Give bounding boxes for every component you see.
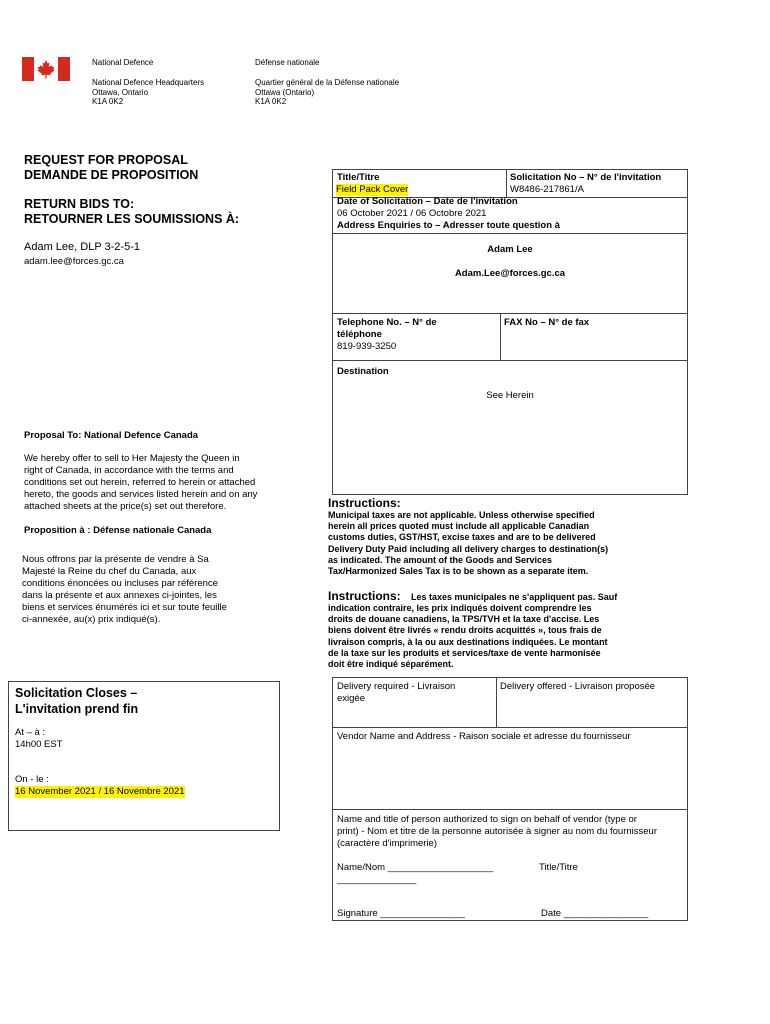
- destination-label: Destination: [337, 366, 389, 377]
- proposal-to-fr: Proposition à : Défense nationale Canada: [24, 525, 212, 536]
- enquiries-email: Adam.Lee@forces.gc.ca: [454, 268, 566, 279]
- title-field[interactable]: Title/Titre: [539, 862, 578, 873]
- title-fr: DEMANDE DE PROPOSITION: [24, 168, 199, 182]
- solicitation-no-label: Solicitation No – N° de l'invitation: [510, 172, 662, 183]
- signature-field[interactable]: Signature ________________: [337, 908, 465, 919]
- contact-name: Adam Lee, DLP 3-2-5-1: [24, 241, 140, 253]
- destination-value: See Herein: [486, 390, 534, 401]
- phone-label: Telephone No. – N° de téléphone: [337, 317, 437, 340]
- instructions-fr-body: indication contraire, les prix indiqués doivent comprendre les droits de douane canadiens, la TPS/TVH et la taxe d'accise. Les biens doivent être livrés « rendu droits acquittés », tous frais de livraison compris, à la ou aux destinations indiquées. Le montant de la taxe sur les produits et services/taxe de vente harmonisée doit être indiqué séparément.: [328, 603, 608, 670]
- instructions-fr-body-first: Les taxes municipales ne s'appliquent pas. Sauf: [411, 592, 618, 602]
- authorized-person-label: Name and title of person authorized to sign on behalf of vendor (type or print) - Nom et titre de la personne autorisée à signer au nom du fournisseur (caractère d'imprimerie): [337, 814, 657, 849]
- date-label: Date of Solicitation – Date de l'invitation: [337, 196, 518, 207]
- date-field[interactable]: Date ________________: [541, 908, 649, 919]
- contact-email: adam.lee@forces.gc.ca: [24, 256, 124, 267]
- title-label: Title/Titre: [337, 172, 380, 183]
- return-bids-fr: RETOURNER LES SOUMISSIONS À:: [24, 212, 240, 226]
- closes-title: Solicitation Closes – L'invitation prend fin: [15, 686, 139, 716]
- closes-at-value: 14h00 EST: [15, 739, 63, 750]
- header-org-en: National Defence: [92, 58, 154, 67]
- offer-fr: Nous offrons par la présente de vendre à Sa Majesté la Reine du chef du Canada, aux conditions énoncées ou incluses par référence dans la présente et aux annexes ci-jointes, les biens et services énumérés ici et sur toute feuille ci-annexée, au(x) prix indiqué(s).: [22, 554, 227, 625]
- name-field-line2[interactable]: _______________: [337, 874, 417, 885]
- name-field[interactable]: Name/Nom ____________________: [337, 862, 494, 873]
- closes-at-label: At – à :: [15, 727, 46, 738]
- header-address-fr: Quartier général de la Défense nationale Ottawa (Ontario) K1A 0K2: [255, 78, 400, 106]
- header-org-fr: Défense nationale: [255, 58, 320, 67]
- instructions-en-heading: Instructions:: [328, 496, 401, 510]
- phone-value: 819-939-3250: [337, 341, 397, 352]
- vendor-name-address-label: Vendor Name and Address - Raison sociale et adresse du fournisseur: [337, 731, 631, 742]
- delivery-offered-label: Delivery offered - Livraison proposée: [500, 681, 656, 692]
- proposal-to-en: Proposal To: National Defence Canada: [24, 430, 199, 441]
- offer-en: We hereby offer to sell to Her Majesty the Queen in right of Canada, in accordance with the terms and conditions set out herein, referred to herein or attached hereto, the goods and services listed herein and on any attached sheets at the price(s) set out therefore.: [24, 453, 258, 512]
- return-bids-en: RETURN BIDS TO:: [24, 197, 135, 211]
- header-address-en: National Defence Headquarters Ottawa, Ontario K1A 0K2: [92, 78, 205, 106]
- enquiries-name: Adam Lee: [487, 244, 533, 255]
- enquiries-label: Address Enquiries to – Adresser toute question à: [337, 220, 560, 231]
- title-value: Field Pack Cover: [336, 184, 409, 195]
- closes-on-value: 16 November 2021 / 16 Novembre 2021: [15, 786, 185, 797]
- instructions-fr-heading: Instructions:: [328, 589, 401, 603]
- closes-on-label: On - le :: [15, 774, 49, 785]
- title-en: REQUEST FOR PROPOSAL: [24, 153, 188, 167]
- solicitation-no-value: W8486-217861/A: [510, 184, 584, 195]
- delivery-required-label: Delivery required - Livraison exigée: [337, 681, 456, 704]
- date-value: 06 October 2021 / 06 Octobre 2021: [337, 208, 487, 219]
- canada-flag-icon: [22, 57, 70, 81]
- instructions-en-body: Municipal taxes are not applicable. Unless otherwise specified herein all prices quoted must include all applicable Canadian customs duties, GST/HST, excise taxes and are to be delivered Delivery Duty Paid including all delivery charges to destination(s) as indicated. The amount of the Goods and Services Tax/Harmonized Sales Tax is to be shown as a separate item.: [328, 510, 609, 577]
- fax-label: FAX No – N° de fax: [504, 317, 590, 328]
